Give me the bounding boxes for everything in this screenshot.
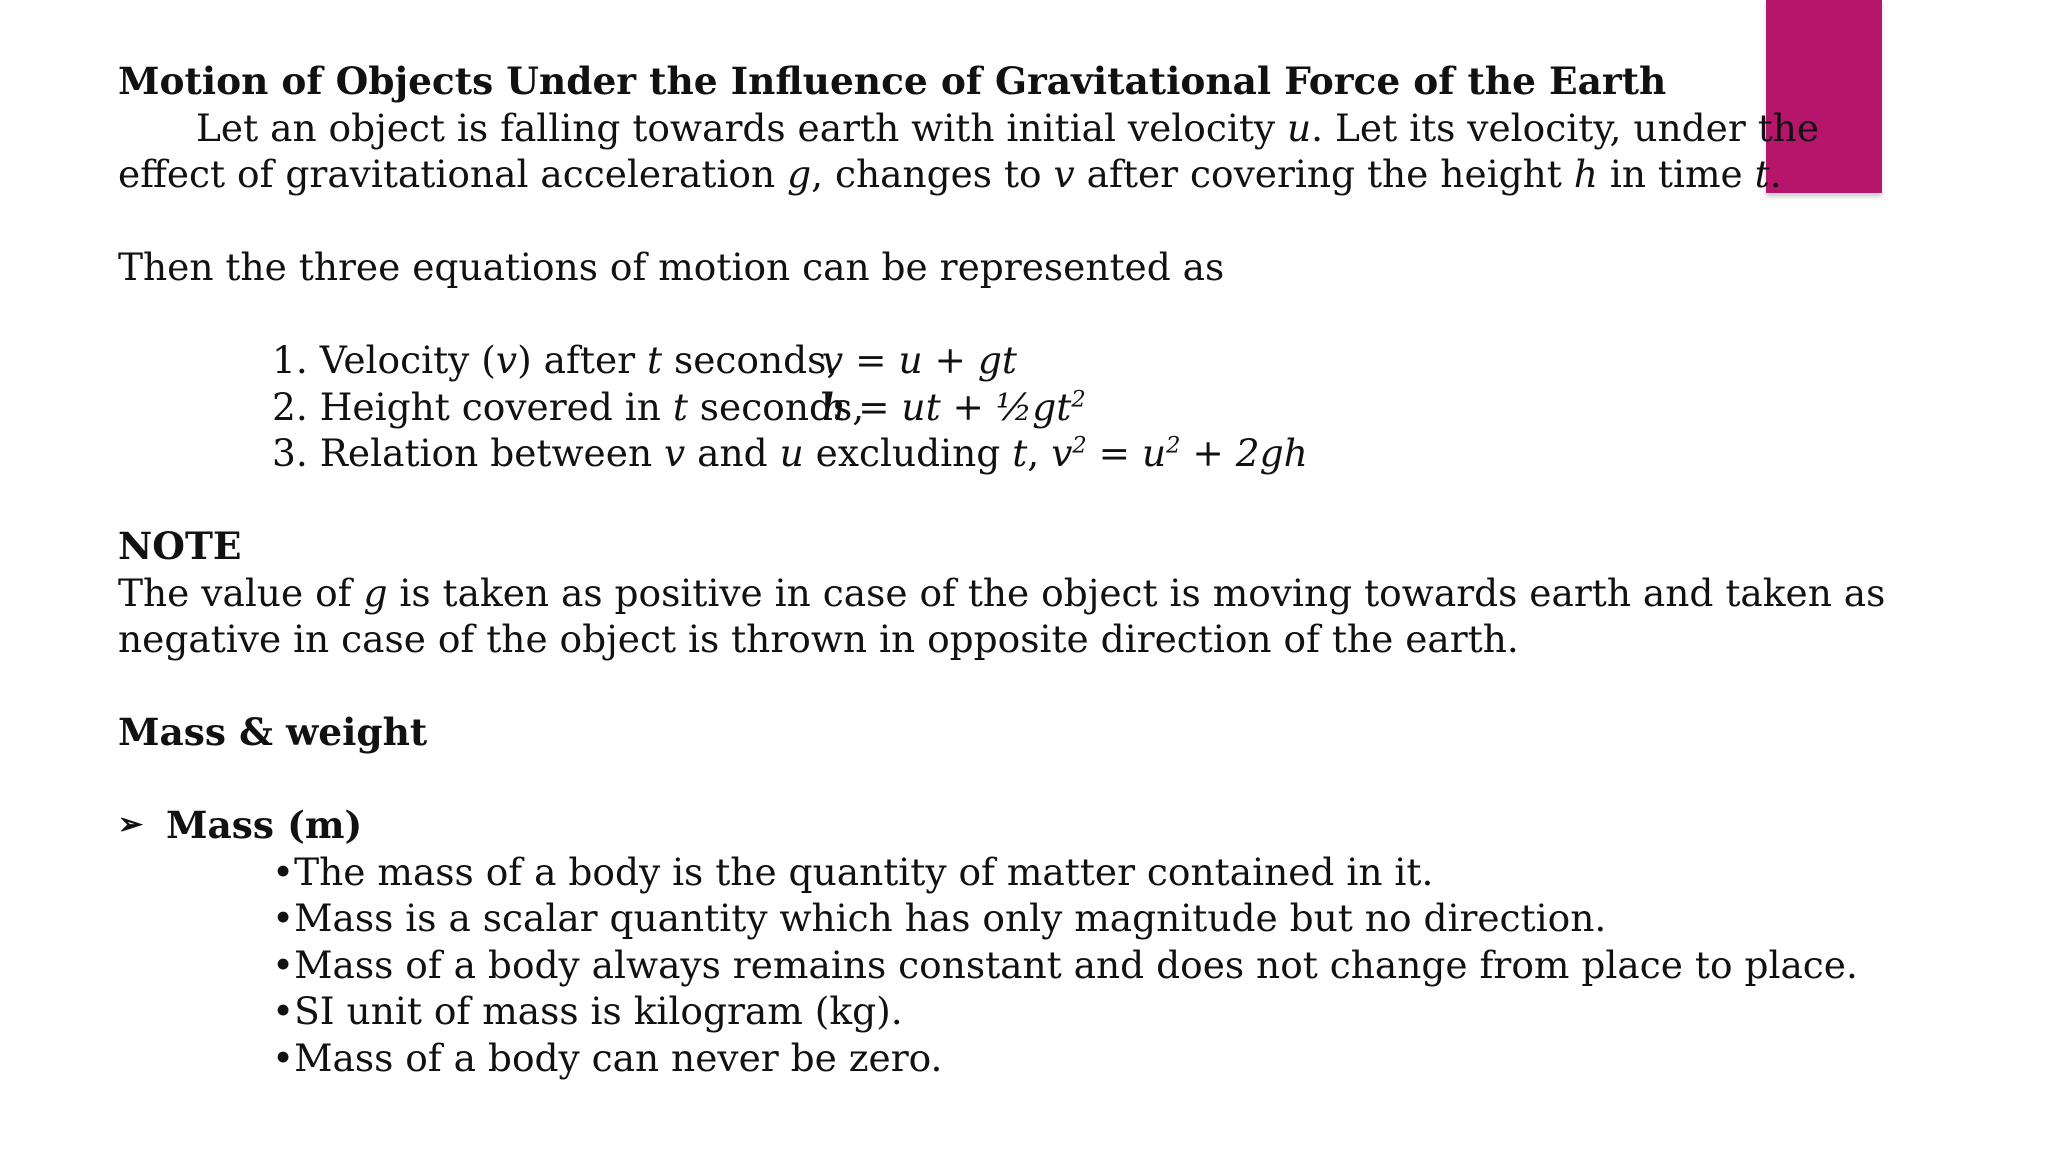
note-heading: NOTE [118,524,242,568]
equation-2: 2. Height covered in t seconds,h = ut + $\frac{1}{2}gt^2$ [272,384,1086,429]
list-item: •Mass of a body can never be zero. [272,1035,943,1080]
equations-list [118,337,1758,477]
list-item: •Mass of a body always remains constant and does not change from place to place. [272,942,1858,987]
mass-weight-heading: Mass & weight [118,710,428,754]
list-item: •The mass of a body is the quantity of matter contained in it. [272,849,1434,894]
mass-heading: ➢ Mass (m) [118,803,363,847]
list-item: •SI unit of mass is kilogram (kg). [272,989,903,1033]
note-line-1: The value of g is taken as positive in case of the object is moving towards earth and taken as [118,570,1886,615]
equation-3: 3. Relation between v and u excluding t, $v^2 = u^2 + 2gh$ [272,431,1308,475]
intro-line-1: Let an object is falling towards earth with initial velocity u. Let its velocity, under the [196,105,1820,150]
list-item: •Mass is a scalar quantity which has only magnitude but no direction. [272,896,1607,940]
equation-3-formula: $v^2 = u^2 + 2gh$ [1051,431,1308,475]
equations-lead: Then the three equations of motion can be represented as [118,245,1225,289]
slide-content [118,58,1886,1081]
accent-bar [1766,0,1882,193]
equation-2-formula: h = ut + $\frac{1}{2}gt^2$ [822,384,1086,429]
mass-bullets [118,849,1858,1082]
equation-1: 1. Velocity (v) after t seconds,v = u + gt [272,338,1017,382]
arrow-bullet-icon: ➢ [118,807,144,842]
slide-title: Motion of Objects Under the Influence of Gravitational Force of the Earth [118,59,1667,103]
equation-1-formula: v = u + gt [822,338,1017,382]
note-line-2: negative in case of the object is thrown in opposite direction of the earth. [118,617,1519,661]
intro-line-2: effect of gravitational acceleration g, changes to v after covering the height h in time t. [118,152,1782,196]
